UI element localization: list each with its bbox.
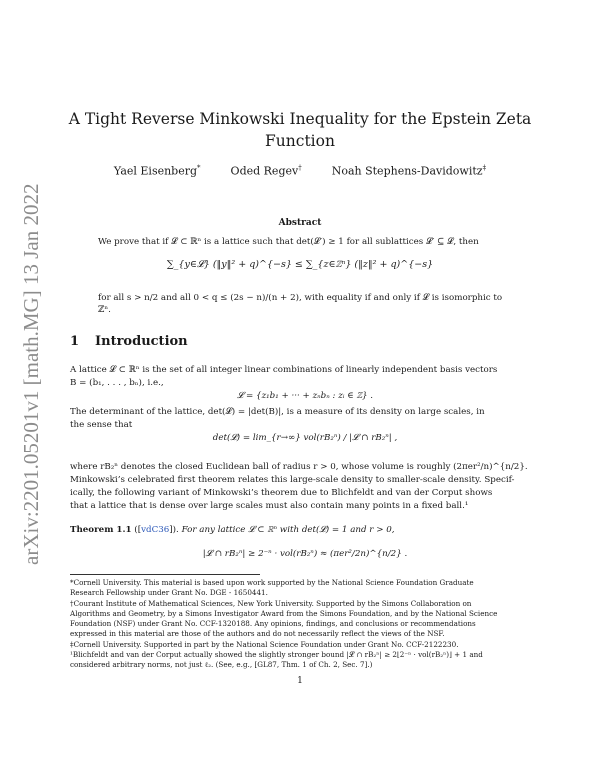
theorem-text: For any lattice 𝓛 ⊂ ℝⁿ with det(𝓛) = 1 and r > 0, — [181, 525, 395, 535]
abstract-heading: Abstract — [278, 218, 322, 228]
abstract-equation: ∑_{y∈𝓛} (‖y‖² + q)^{−s} ≤ ∑_{z∈ℤⁿ} (‖z‖² + q)^{−s} — [166, 259, 434, 270]
footnote-line: Research Fellowship under Grant No. DGE - 1650441. — [70, 588, 268, 598]
page-number: 1 — [297, 676, 303, 686]
para-line: ically, the following variant of Minkowski’s theorem due to Blichfeldt and van der Corput shows — [70, 488, 493, 498]
intro-line-1: A lattice 𝓛 ⊂ ℝⁿ is the set of all integer linear combinations of linearly independent basis vectors — [70, 365, 498, 375]
para-line: Minkowski’s celebrated first theorem relates this large-scale density to smaller-scale density. Specif- — [70, 475, 515, 485]
determinant-equation: det(𝓛) = lim_{r→∞} vol(rB₂ⁿ) / |𝓛 ∩ rB₂ⁿ| , — [212, 433, 398, 443]
footnote-line: ¹Blichfeldt and van der Corput actually showed the slightly stronger bound |𝓛 ∩ rB₂ⁿ| ≥ 2⌊2⁻ⁿ · vol(rB₂ⁿ)⌋ + 1 and — [70, 650, 483, 660]
theorem-label: Theorem 1.1 — [70, 525, 132, 535]
footnote-line: Foundation (NSF) under Grant No. CCF-1320188. Any opinions, findings, and conclusions or recommendations — [70, 619, 476, 629]
arxiv-stamp — [8, 170, 48, 570]
abstract-line-1: We prove that if 𝓛 ⊂ ℝⁿ is a lattice such that det(𝓛′) ≥ 1 for all sublattices 𝓛′ ⊆ 𝓛, then — [98, 237, 479, 247]
paper-title — [60, 108, 540, 152]
footnotes — [70, 578, 540, 671]
author: Oded Regev† — [230, 164, 302, 178]
footnote-line: †Courant Institute of Mathematical Sciences, New York University. Supported by the Simons Collaboration on — [70, 598, 472, 608]
para-line: that a lattice that is dense over large scales must also contain many points in a fixed ball.¹ — [70, 501, 469, 511]
section-heading — [70, 334, 204, 349]
theorem-equation: |𝓛 ∩ rB₂ⁿ| ≥ 2⁻ⁿ · vol(rB₂ⁿ) ≈ (πer²/2n)^{n/2} . — [202, 549, 408, 559]
footnote-rule — [70, 574, 260, 575]
footnote-line: Algorithms and Geometry, by a Simons Investigator Award from the Simons Foundation, and by the National Science — [70, 608, 498, 618]
lattice-equation: 𝓛 = {z₁b₁ + ··· + zₙbₙ : zᵢ ∈ ℤ} . — [236, 391, 374, 401]
section-number: 1 — [70, 334, 80, 349]
arxiv-stamp-text: arXiv:2201.05201v1 [math.MG] 13 Jan 2022 — [19, 183, 43, 565]
title-line-2: Function — [265, 132, 335, 150]
title-line-1: A Tight Reverse Minkowski Inequality for the Epstein Zeta — [68, 110, 532, 128]
citation-link[interactable]: vdC36 — [141, 525, 170, 535]
section-title: Introduction — [95, 334, 188, 349]
footnote-line: expressed in this material are those of the authors and do not necessarily reflect the views of the NSF. — [70, 629, 445, 639]
abstract-line-3: ℤⁿ. — [98, 305, 111, 315]
theorem-statement: Theorem 1.1 ([vdC36]). For any lattice 𝓛 ⊂ ℝⁿ with det(𝓛) = 1 and r > 0, — [70, 525, 395, 535]
intro-line-2: B = (b₁, . . . , bₙ), i.e., — [70, 378, 164, 388]
det-line-1: The determinant of the lattice, det(𝓛) = |det(B)|, is a measure of its density on large scales, in — [70, 407, 485, 417]
footnote-line: considered arbitrary norms, not just ℓ₂. (See, e.g., [GL87, Thm. 1 of Ch. 2, Sec. 7].) — [70, 660, 373, 670]
author: Yael Eisenberg* — [113, 164, 201, 178]
author-list — [60, 164, 540, 178]
footnote-line: *Cornell University. This material is based upon work supported by the National Science Foundation Graduate — [70, 578, 474, 587]
para-line: where rB₂ⁿ denotes the closed Euclidean ball of radius r > 0, whose volume is roughly (2πer²/n)^{n/2}. — [70, 462, 528, 472]
footnote-line: ‡Cornell University. Supported in part by the National Science Foundation under Grant No. CCF-2122230. — [70, 639, 459, 649]
det-line-2: the sense that — [70, 420, 133, 430]
author: Noah Stephens-Davidowitz‡ — [331, 164, 487, 178]
abstract-line-2: for all s > n/2 and all 0 < q ≤ (2s − n)/(n + 2), with equality if and only if 𝓛 is isomorphic to — [98, 293, 503, 303]
